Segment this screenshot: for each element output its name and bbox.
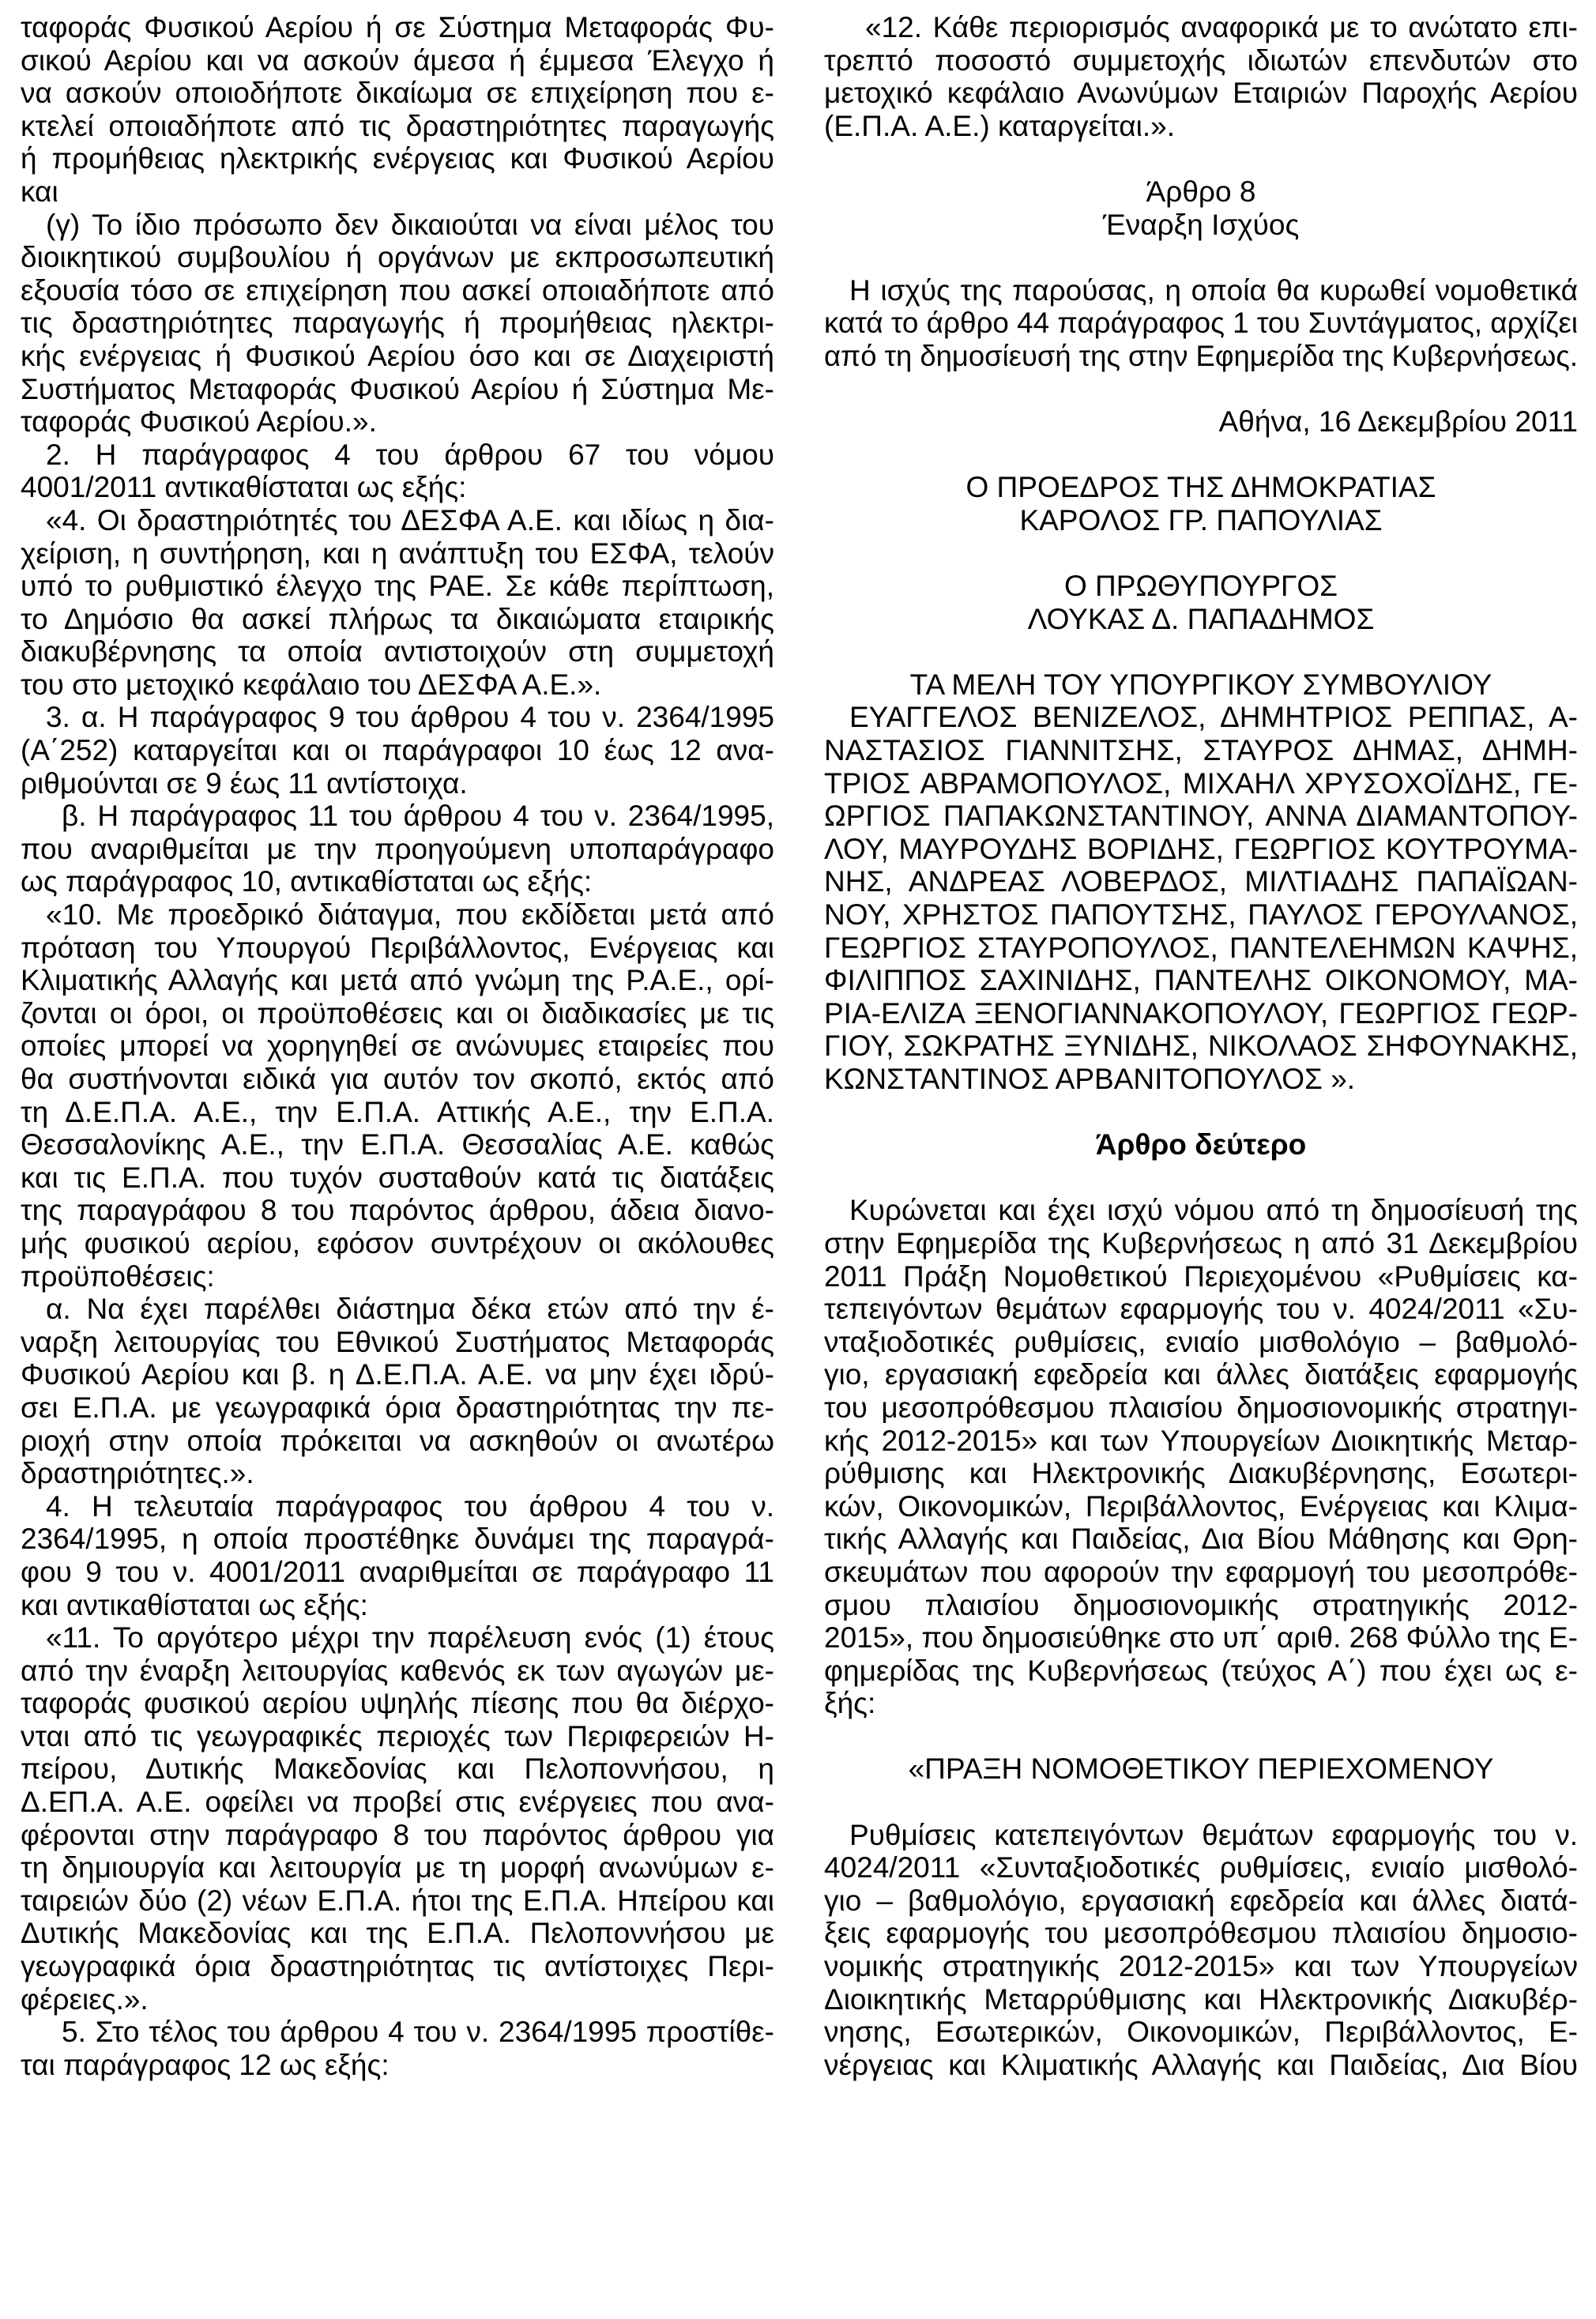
text-line: ή προμήθειας ηλεκτρικής ενέργειας και Φυσικού Αερίου <box>21 142 774 175</box>
centered-line: Άρθρο 8 <box>1146 175 1256 208</box>
text-line: του στο μετοχικό κεφάλαιο του ΔΕΣΦΑ Α.Ε.». <box>21 668 602 701</box>
text-line: 2. Η παράγραφος 4 του άρθρου 67 του νόμου <box>46 438 774 471</box>
text-line: Η ισχύς της παρούσας, η οποία θα κυρωθεί νομοθετικά <box>849 273 1578 307</box>
text-line: προϋποθέσεις: <box>21 1259 215 1293</box>
text-line: νταξιοδοτικές ρυθμίσεις, ενιαίο μισθολόγιο – βαθμολό- <box>824 1325 1578 1358</box>
text-line: σμου πλαισίου δημοσιονομικής στρατηγικής 2012- <box>824 1588 1578 1621</box>
text-line: Κυρώνεται και έχει ισχύ νόμου από τη δημοσίευσή της <box>849 1194 1578 1227</box>
text-line: 5. Στο τέλος του άρθρου 4 του ν. 2364/1995 προστίθε- <box>62 2016 774 2049</box>
text-line: ΝΟΥ, ΧΡΗΣΤΟΣ ΠΑΠΟΥΤΣΗΣ, ΠΑΥΛΟΣ ΓΕΡΟΥΛΑΝΟΣ, <box>824 898 1578 932</box>
text-line: εξουσία τόσο σε επιχείρηση που ασκεί οποιαδήποτε από <box>21 273 774 307</box>
text-line: ταφοράς Φυσικού Αερίου ή σε Σύστημα Μεταφοράς Φυ- <box>21 11 774 43</box>
text-line: ΝΗΣ, ΑΝΔΡΕΑΣ ΛΟΒΕΡΔΟΣ, ΜΙΛΤΙΑΔΗΣ ΠΑΠΑΪΩΑΝ- <box>824 865 1578 898</box>
text-line: που αναριθμείται με την προηγούμενη υποπαράγραφο <box>21 832 774 865</box>
text-line: ΚΩΝΣΤΑΝΤΙΝΟΣ ΑΡΒΑΝΙΤΟΠΟΥΛΟΣ ». <box>824 1063 1356 1095</box>
text-line: στην Εφημερίδα της Κυβερνήσεως η από 31 Δεκεμβρίου <box>824 1226 1578 1259</box>
text-line: ριοχή στην οποία πρόκειται να ασκηθούν οι ανωτέρω <box>21 1424 774 1457</box>
centered-line: Ο ΠΡΩΘΥΠΟΥΡΓΟΣ <box>1063 570 1338 603</box>
text-line: 2011 Πράξη Νομοθετικού Περιεχομένου «Ρυθμίσεις κα- <box>824 1259 1578 1293</box>
text-line: νησης, Εσωτερικών, Οικονομικών, Περιβάλλοντος, Ε- <box>824 2016 1578 2049</box>
text-line: τη δημιουργία και λειτουργία με τη μορφή ανωνύμων ε- <box>21 1851 774 1884</box>
blank-line <box>824 373 1578 406</box>
text-line: 4. Η τελευταία παράγραφος του άρθρου 4 του ν. <box>46 1489 774 1523</box>
text-line: ταφοράς Φυσικού Αερίου.». <box>21 405 377 439</box>
text-line: και <box>21 175 58 208</box>
text-line: τεπειγόντων θεμάτων εφαρμογής του ν. 4024/2011 «Συ- <box>824 1293 1578 1326</box>
text-line: Διοικητικής Μεταρρύθμισης και Ηλεκτρονικής Διακυβέρ- <box>824 1982 1578 2016</box>
centered-line: Ο ΠΡΟΕΔΡΟΣ ΤΗΣ ΔΗΜΟΚΡΑΤΙΑΣ <box>966 471 1436 504</box>
text-line: νται από τις γεωγραφικές περιοχές των Περιφερειών Η- <box>21 1719 774 1752</box>
text-line: χείριση, η συντήρηση, και η ανάπτυξη του ΕΣΦΑ, τελούν <box>21 536 774 570</box>
text-line: της παραγράφου 8 του παρόντος άρθρου, άδεια διανο- <box>21 1194 774 1227</box>
text-line: ναρξη λειτουργίας του Εθνικού Συστήματος Μεταφοράς <box>21 1325 774 1358</box>
blank-line <box>824 439 1578 472</box>
text-line: Δ.ΕΠ.Α. Α.Ε. οφείλει να προβεί στις ενέργειες που ανα- <box>21 1786 774 1819</box>
blank-line <box>824 1096 1578 1129</box>
text-line: «4. Οι δραστηριότητές του ΔΕΣΦΑ Α.Ε. και ιδίως η δια- <box>46 503 774 536</box>
text-line: α. Να έχει παρέλθει διάστημα δέκα ετών από την έ- <box>46 1293 774 1326</box>
text-line: «11. Το αργότερο μέχρι την παρέλευση ενός (1) έτους <box>46 1621 774 1655</box>
text-line: και αντικαθίσταται ως εξής: <box>21 1588 368 1621</box>
text-line: ξεις εφαρμογής του μεσοπρόθεσμου πλαισίου δημοσιο- <box>824 1917 1578 1950</box>
article-heading: Άρθρο δεύτερο <box>1095 1128 1307 1161</box>
text-line: 2364/1995, η οποία προστέθηκε δυνάμει της παραγρά- <box>21 1523 774 1556</box>
text-line: γεωγραφικά όρια δραστηριότητας τις αντίστοιχες Περι- <box>21 1950 774 1983</box>
text-line: να ασκούν οποιοδήποτε δικαίωμα σε επιχείρηση που ε- <box>21 77 774 110</box>
text-line: γιο, εργασιακή εφεδρεία και άλλες διατάξεις εφαρμογής <box>824 1358 1578 1391</box>
text-line: ταφοράς φυσικού αερίου υψηλής πίεσης που θα διέρχο- <box>21 1687 774 1720</box>
text-line: β. Η παράγραφος 11 του άρθρου 4 του ν. 2364/1995, <box>62 800 774 833</box>
text-line: κτελεί οποιαδήποτε από τις δραστηριότητες παραγωγής <box>21 109 774 142</box>
text-line: ζονται οι όροι, οι προϋποθέσεις και οι διαδικασίες με τις <box>21 996 774 1030</box>
blank-line <box>824 241 1578 274</box>
text-line: και τις Ε.Π.Α. που τυχόν συσταθούν κατά τις διατάξεις <box>21 1161 774 1194</box>
text-line: ΕΥΑΓΓΕΛΟΣ ΒΕΝΙΖΕΛΟΣ, ΔΗΜΗΤΡΙΟΣ ΡΕΠΠΑΣ, Α- <box>849 701 1578 734</box>
text-line: οποίες μπορεί να χορηγηθεί σε ανώνυμες εταιρείες που <box>21 1030 774 1063</box>
text-line: νέργειας και Κλιματικής Αλλαγής και Παιδείας, Δια Βίου <box>824 2048 1578 2081</box>
text-line: δραστηριότητες.». <box>21 1457 254 1490</box>
text-line: ΤΡΙΟΣ ΑΒΡΑΜΟΠΟΥΛΟΣ, ΜΙΧΑΗΛ ΧΡΥΣΟΧΟΪΔΗΣ, ΓΕ- <box>824 766 1578 800</box>
blank-line <box>824 1161 1578 1195</box>
text-line: (Ε.Π.Α. Α.Ε.) καταργείται.». <box>824 109 1176 142</box>
text-line: ως παράγραφος 10, αντικαθίσταται ως εξής: <box>21 865 593 898</box>
text-line: σικού Αερίου και να ασκούν άμεσα ή έμμεσα Έλεγχο ή <box>21 43 774 77</box>
text-line: 2015», που δημοσιεύθηκε στο υπ΄ αριθ. 268 Φύλλο της Ε- <box>824 1621 1578 1655</box>
text-line: ριθμούνται σε 9 έως 11 αντίστοιχα. <box>21 766 468 800</box>
text-line: υπό το ρυθμιστικό έλεγχο της ΡΑΕ. Σε κάθε περίπτωση, <box>21 570 774 603</box>
text-line: ΡΙΑ-ΕΛΙΖΑ ΞΕΝΟΓΙΑΝΝΑΚΟΠΟΥΛΟΥ, ΓΕΩΡΓΙΟΣ ΓΕΩΡ- <box>824 996 1578 1030</box>
text-line: ξής: <box>824 1687 876 1720</box>
text-line: (Α΄252) καταργείται και οι παράγραφοι 10 έως 12 ανα- <box>21 734 774 767</box>
text-line: ΩΡΓΙΟΣ ΠΑΠΑΚΩΝΣΤΑΝΤΙΝΟΥ, ΑΝΝΑ ΔΙΑΜΑΝΤΟΠΟΥ- <box>824 800 1578 833</box>
text-line: φου 9 του ν. 4001/2011 αναριθμείται σε παράγραφο 11 <box>21 1555 774 1588</box>
text-line: 4001/2011 αντικαθίσταται ως εξής: <box>21 471 467 504</box>
text-line: θα συστήνονται ειδικά για αυτόν τον σκοπό, εκτός από <box>21 1063 774 1095</box>
blank-line <box>824 142 1578 175</box>
text-line: σει Ε.Π.Α. με γεωγραφικά όρια δραστηριότητας την πε- <box>21 1391 774 1424</box>
centered-line: Έναρξη Ισχύος <box>1102 208 1300 241</box>
text-line: ται παράγραφος 12 ως εξής: <box>21 2048 390 2081</box>
text-line: Θεσσαλονίκης Α.Ε., την Ε.Π.Α. Θεσσαλίας Α.Ε. καθώς <box>21 1128 774 1161</box>
text-line: γιο – βαθμολόγιο, εργασιακή εφεδρεία και άλλες διατά- <box>824 1884 1578 1917</box>
centered-line: ΚΑΡΟΛΟΣ ΓΡ. ΠΑΠΟΥΛΙΑΣ <box>1019 503 1383 536</box>
text-line: από την έναρξη λειτουργίας καθενός εκ των αγωγών με- <box>21 1654 774 1687</box>
text-line: τρεπτό ποσοστό συμμετοχής ιδιωτών επενδυτών στο <box>824 43 1578 77</box>
left-column <box>21 11 774 2081</box>
text-line: ΓΙΟΥ, ΣΩΚΡΑΤΗΣ ΞΥΝΙΔΗΣ, ΝΙΚΟΛΑΟΣ ΣΗΦΟΥΝΑΚΗΣ, <box>824 1030 1578 1063</box>
text-line: το Δημόσιο θα ασκεί πλήρως τα δικαιώματα εταιρικής <box>21 602 774 635</box>
text-line: σκευμάτων που αφορούν την εφαρμογή του μεσοπρόθε- <box>824 1555 1578 1588</box>
text-line: κής ενέργειας ή Φυσικού Αερίου όσο και σε Διαχειριστή <box>21 339 774 372</box>
text-line: διακυβέρνησης τα οποία αντιστοιχούν στη συμμετοχή <box>21 635 774 668</box>
text-line: φημερίδας της Κυβερνήσεως (τεύχος Α΄) που έχει ως ε- <box>824 1654 1578 1687</box>
blank-line <box>824 1720 1578 1753</box>
text-line: κών, Οικονομικών, Περιβάλλοντος, Ενέργειας και Κλιμα- <box>824 1489 1578 1523</box>
text-line: ταιρειών δύο (2) νέων Ε.Π.Α. ήτοι της Ε.Π.Α. Ηπείρου και <box>21 1884 774 1917</box>
text-line: Κλιματικής Αλλαγής και μετά από γνώμη της Ρ.Α.Ε., ορί- <box>21 964 774 997</box>
text-line: κής 2012-2015» και των Υπουργείων Διοικητικής Μεταρ- <box>824 1424 1578 1457</box>
text-line: Συστήματος Μεταφοράς Φυσικού Αερίου ή Σύστημα Με- <box>21 372 774 405</box>
text-line: (γ) Το ίδιο πρόσωπο δεν δικαιούται να είναι μέλος του <box>46 208 774 241</box>
text-line: ΦΙΛΙΠΠΟΣ ΣΑΧΙΝΙΔΗΣ, ΠΑΝΤΕΛΗΣ ΟΙΚΟΝΟΜΟΥ, ΜΑ- <box>824 964 1578 997</box>
text-line: 4024/2011 «Συνταξιοδοτικές ρυθμίσεις, ενιαίο μισθολό- <box>824 1851 1578 1884</box>
text-line: τικής Αλλαγής και Παιδείας, Δια Βίου Μάθησης και Θρη- <box>824 1523 1578 1556</box>
centered-line: ΛΟΥΚΑΣ Δ. ΠΑΠΑΔΗΜΟΣ <box>1027 602 1375 635</box>
centered-line: ΤΑ ΜΕΛΗ ΤΟΥ ΥΠΟΥΡΓΙΚΟΥ ΣΥΜΒΟΥΛΙΟΥ <box>909 668 1492 701</box>
text-line: τις δραστηριότητες παραγωγής ή προμήθειας ηλεκτρι- <box>21 307 774 340</box>
date-line: Αθήνα, 16 Δεκεμβρίου 2011 <box>1218 405 1578 439</box>
blank-line <box>824 635 1578 668</box>
text-line: 3. α. Η παράγραφος 9 του άρθρου 4 του ν. 2364/1995 <box>46 701 774 734</box>
text-line: φέρονται στην παράγραφο 8 του παρόντος άρθρου για <box>21 1818 774 1851</box>
text-line: ρύθμισης και Ηλεκτρονικής Διακυβέρνησης, Εσωτερι- <box>824 1457 1578 1490</box>
text-line: πείρου, Δυτικής Μακεδονίας και Πελοποννήσου, η <box>21 1752 774 1786</box>
text-line: διοικητικού συμβουλίου ή οργάνων με εκπροσωπευτική <box>21 241 774 274</box>
text-line: φέρειες.». <box>21 1982 149 2016</box>
blank-line <box>824 537 1578 570</box>
text-line: μής φυσικού αερίου, εφόσον συντρέχουν οι ακόλουθες <box>21 1226 774 1259</box>
centered-line: «ΠΡΑΞΗ ΝΟΜΟΘΕΤΙΚΟΥ ΠΕΡΙΕΧΟΜΕΝΟΥ <box>908 1752 1494 1786</box>
text-line: ΛΟΥ, ΜΑΥΡΟΥΔΗΣ ΒΟΡΙΔΗΣ, ΓΕΩΡΓΙΟΣ ΚΟΥΤΡΟΥΜΑ- <box>824 832 1578 865</box>
blank-line <box>824 1786 1578 1819</box>
text-line: «12. Κάθε περιορισμός αναφορικά με το ανώτατο επι- <box>865 11 1578 43</box>
text-line: από τη δημοσίευσή της στην Εφημερίδα της Κυβερνήσεως. <box>824 339 1578 372</box>
text-line: ΓΕΩΡΓΙΟΣ ΣΤΑΥΡΟΠΟΥΛΟΣ, ΠΑΝΤΕΛΕΗΜΩΝ ΚΑΨΗΣ, <box>824 931 1578 964</box>
text-line: νομικής στρατηγικής 2012-2015» και των Υπουργείων <box>824 1950 1578 1983</box>
text-line: «10. Με προεδρικό διάταγμα, που εκδίδεται μετά από <box>46 898 774 932</box>
text-line: του μεσοπρόθεσμου πλαισίου δημοσιονομικής στρατηγι- <box>824 1391 1578 1424</box>
text-line: τη Δ.Ε.Π.Α. Α.Ε., την Ε.Π.Α. Αττικής Α.Ε., την Ε.Π.Α. <box>21 1095 774 1128</box>
right-column <box>824 11 1578 2081</box>
text-line: Δυτικής Μακεδονίας και της Ε.Π.Α. Πελοποννήσου με <box>21 1917 774 1950</box>
text-line: Ρυθμίσεις κατεπειγόντων θεμάτων εφαρμογής του ν. <box>849 1818 1578 1851</box>
text-line: μετοχικό κεφάλαιο Ανωνύμων Εταιριών Παροχής Αερίου <box>824 77 1578 110</box>
text-line: πρόταση του Υπουργού Περιβάλλοντος, Ενέργειας και <box>21 931 774 964</box>
text-line: ΝΑΣΤΑΣΙΟΣ ΓΙΑΝΝΙΤΣΗΣ, ΣΤΑΥΡΟΣ ΔΗΜΑΣ, ΔΗΜΗ- <box>824 734 1578 767</box>
text-line: Φυσικού Αερίου και β. η Δ.Ε.Π.Α. Α.Ε. να μην έχει ιδρύ- <box>21 1358 774 1391</box>
text-line: κατά το άρθρο 44 παράγραφος 1 του Συντάγματος, αρχίζει <box>824 307 1578 340</box>
